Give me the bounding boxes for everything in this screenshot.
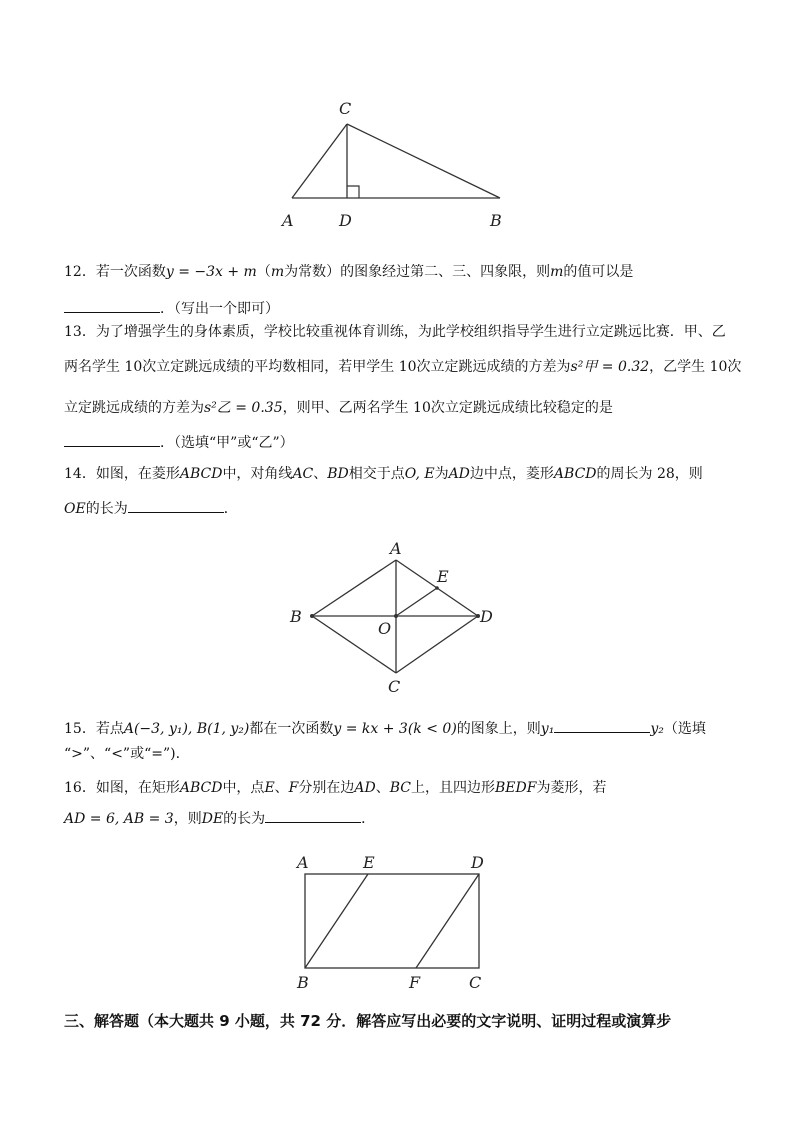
label-A: A bbox=[390, 540, 402, 558]
answer-blank-q13[interactable] bbox=[64, 432, 160, 447]
answer-blank-q16[interactable] bbox=[265, 808, 361, 823]
label-D: D bbox=[471, 853, 484, 872]
answer-blank-q12[interactable] bbox=[64, 298, 160, 313]
triangle-figure bbox=[270, 88, 520, 238]
q13-line2: 两名学生 10次立定跳远成绩的平均数相同，若甲学生 10次立定跳远成绩的方差为s²甲 = 0.32，乙学生 10次 bbox=[64, 359, 742, 375]
label-E: E bbox=[437, 567, 449, 586]
q14-line2: OE的长为 ． bbox=[64, 498, 238, 519]
section-heading: 三、解答题（本大题共 9 小题，共 72 分．解答应写出必要的文字说明、证明过程或演算步 bbox=[64, 1012, 672, 1030]
q15-line2: “>”、“<”或“=”). bbox=[64, 746, 181, 762]
label-E: E bbox=[363, 853, 375, 872]
label-D: D bbox=[339, 211, 352, 230]
label-O: O bbox=[378, 619, 392, 638]
answer-blank-q14[interactable] bbox=[128, 498, 224, 513]
q14-line1: 14．如图，在菱形ABCD中，对角线AC、BD相交于点O, E为AD边中点，菱形ABCD的周长为 28，则 bbox=[64, 466, 703, 482]
label-C: C bbox=[388, 677, 401, 696]
q16-line2: AD = 6, AB = 3，则DE的长为 ． bbox=[64, 808, 375, 829]
label-B: B bbox=[490, 211, 502, 230]
q13-line3: 立定跳远成绩的方差为s²乙 = 0.35，则甲、乙两名学生 10次立定跳远成绩比较稳定的是 bbox=[64, 400, 613, 416]
q12-line1: 12．若一次函数y = −3x + m（m为常数）的图象经过第二、三、四象限，则m的值可以是 bbox=[64, 264, 634, 280]
rhombus-figure bbox=[282, 540, 502, 698]
label-B: B bbox=[297, 973, 309, 992]
answer-blank-q15[interactable] bbox=[554, 718, 650, 733]
label-A: A bbox=[297, 853, 309, 872]
label-F: F bbox=[409, 973, 421, 992]
rectangle-figure bbox=[285, 848, 505, 996]
label-D: D bbox=[480, 607, 493, 626]
label-A: A bbox=[282, 211, 294, 230]
q13-line4: ．（选填“甲”或“乙”） bbox=[64, 432, 294, 453]
q12-line2: ．（写出一个即可） bbox=[64, 298, 279, 319]
q16-line1: 16．如图，在矩形ABCD中，点E、F分别在边AD、BC上，且四边形BEDF为菱形，若 bbox=[64, 780, 607, 796]
label-B: B bbox=[290, 607, 302, 626]
q15-line1: 15．若点A(−3, y₁), B(1, y₂)都在一次函数y = kx + 3(k < 0)的图象上，则y₁ y₂（选填 bbox=[64, 718, 706, 739]
q13-line1: 13．为了增强学生的身体素质，学校比较重视体育训练，为此学校组织指导学生进行立定跳远比赛．甲、乙 bbox=[64, 324, 726, 340]
label-C: C bbox=[469, 973, 482, 992]
label-C: C bbox=[339, 99, 352, 118]
